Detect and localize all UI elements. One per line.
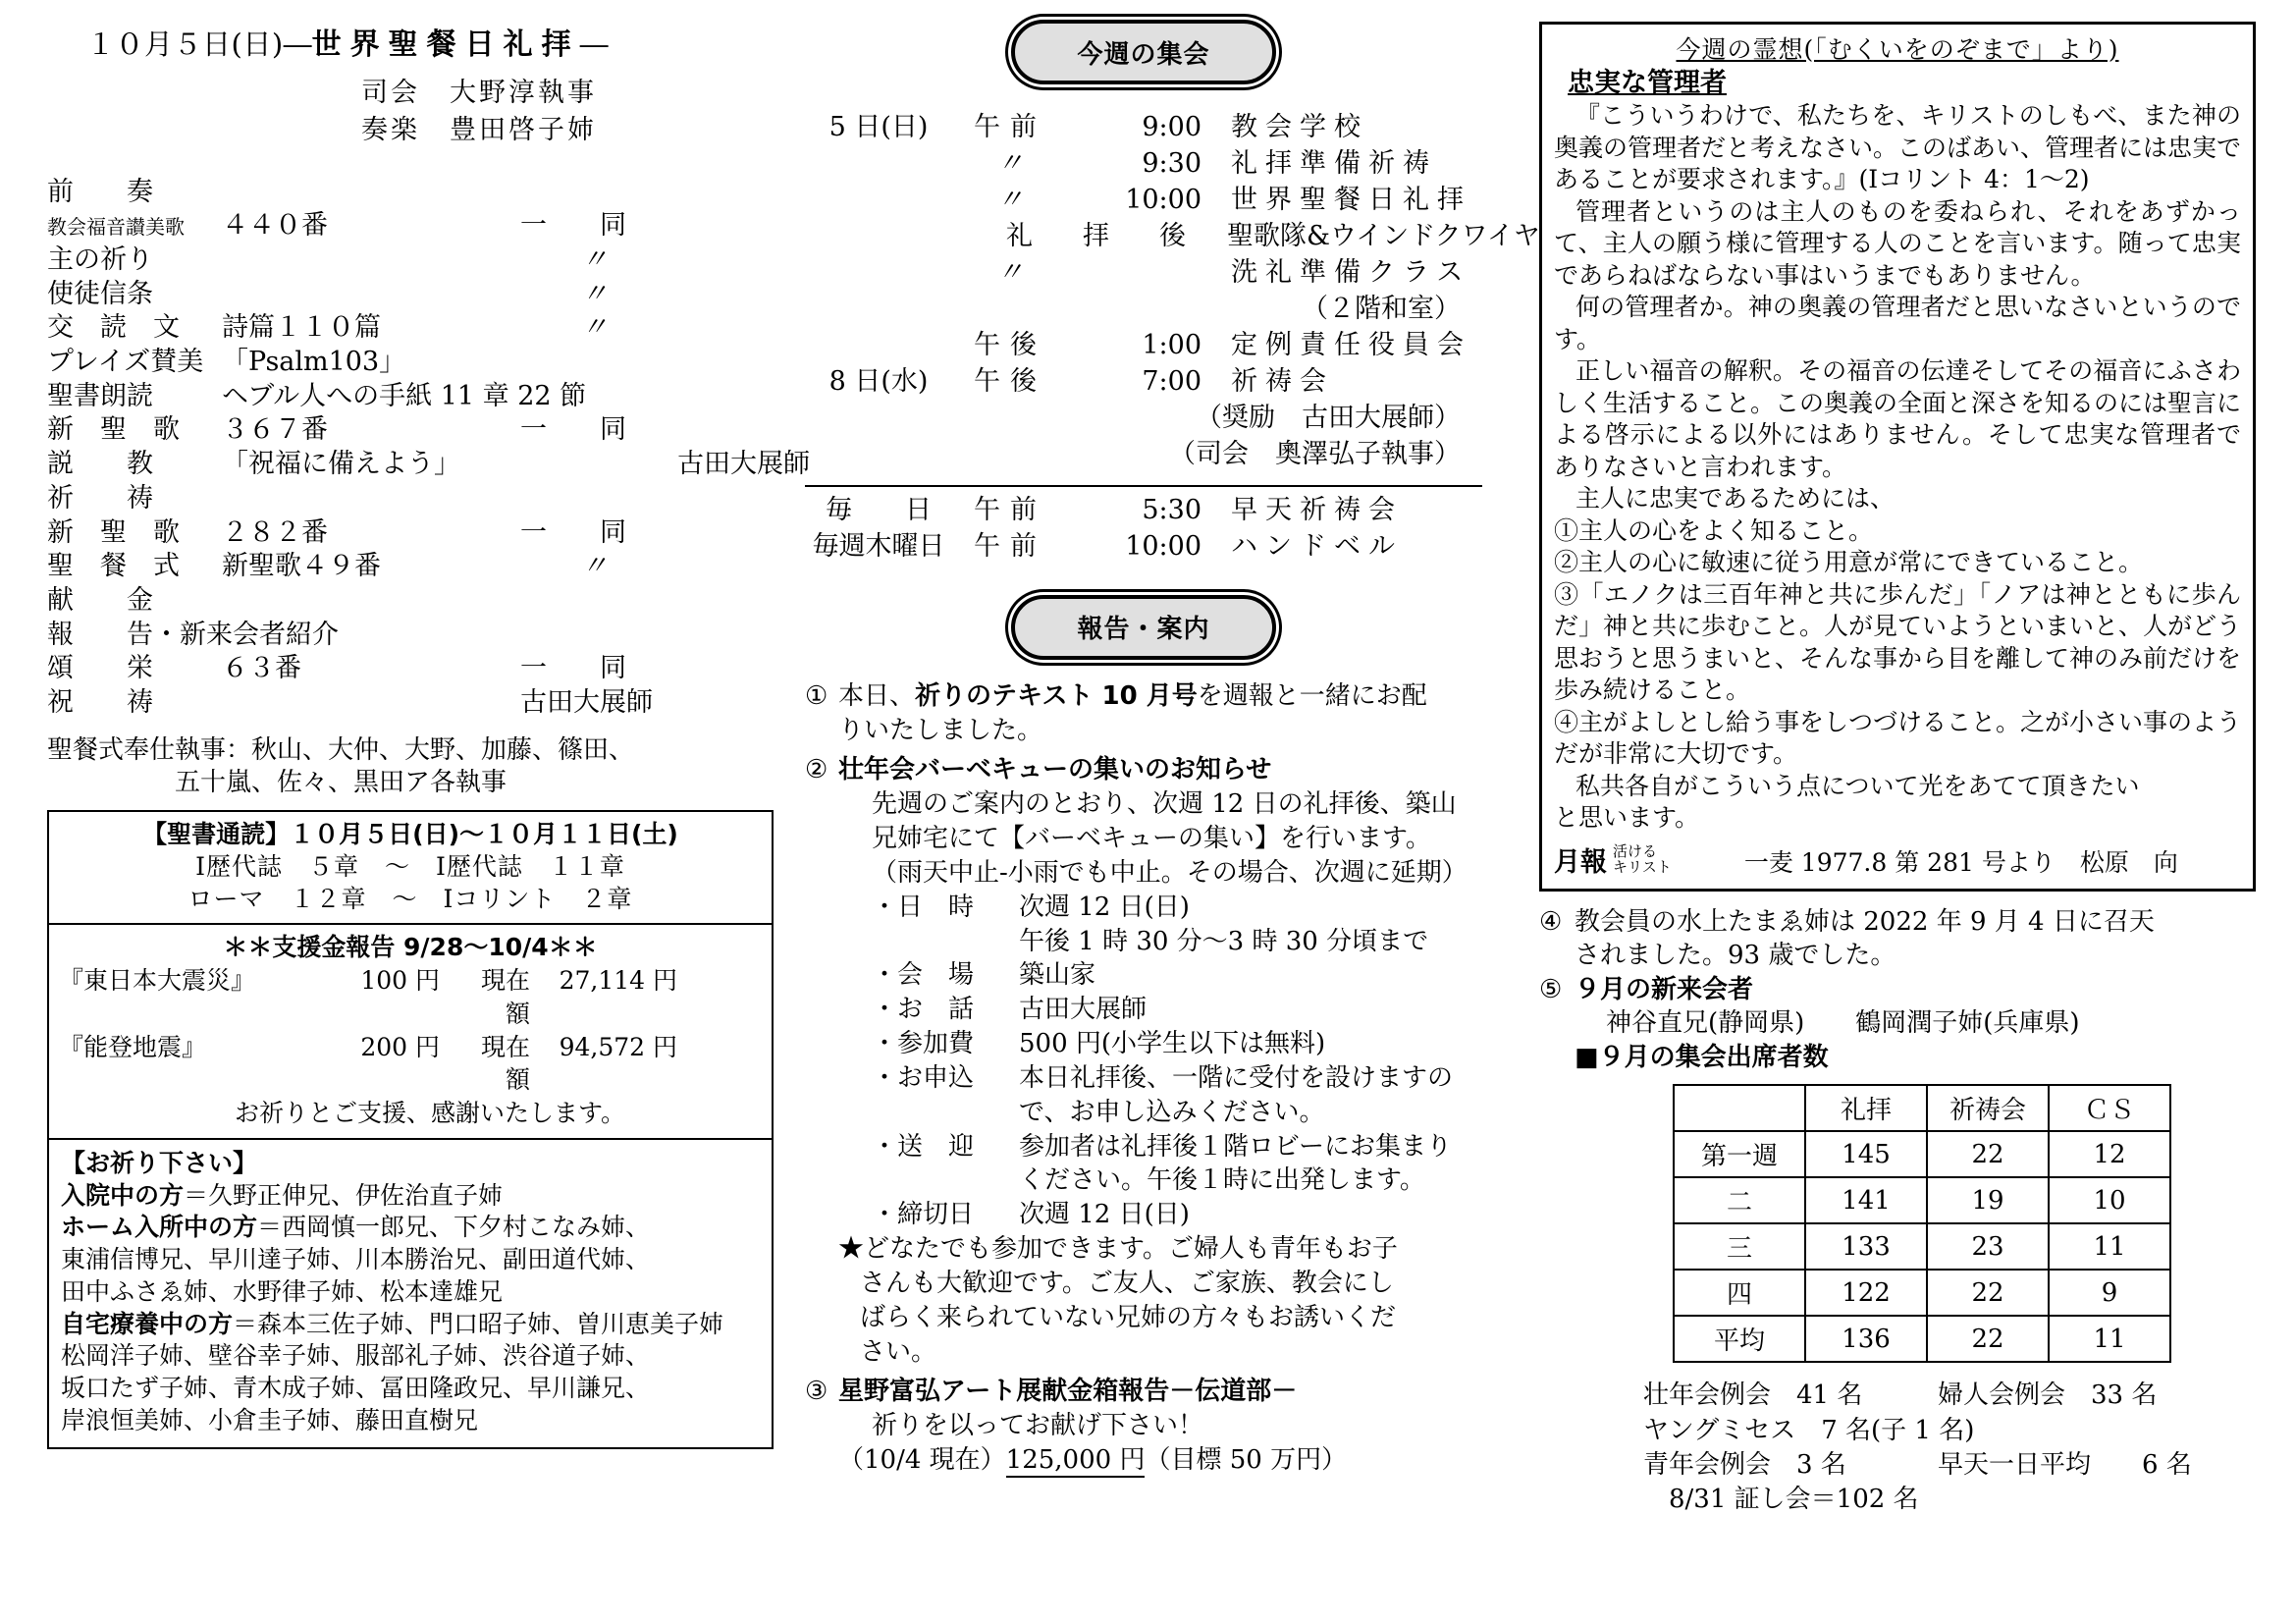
order-assignee: 一 同 bbox=[520, 210, 626, 242]
order-row bbox=[47, 482, 774, 516]
prayer-selfcare-line: 坂口たず子姉、青木成子姉、冨田隆政兄、早川謙兄、 bbox=[61, 1374, 651, 1402]
deacons-line-1: 聖餐式奉仕執事：秋山、大仲、大野、加藤、篠田、 bbox=[47, 734, 635, 765]
stats-left: 8/31 証し会＝102 名 bbox=[1643, 1484, 1919, 1514]
schedule-period: 〃 bbox=[996, 256, 1024, 288]
meditation-paragraph: 管理者というのは主人のものを委ねられ、それをあずかって、主人の願う様に管理する人のことを言います。随って忠実であらねばならない事はいうまでもありません。 bbox=[1554, 196, 2241, 290]
donation-amount-row bbox=[838, 1443, 1482, 1478]
announcement-heading: 星野富弘アート展献金箱報告－伝道部－ bbox=[838, 1377, 1298, 1407]
prayer-group-hospital bbox=[61, 1180, 762, 1213]
order-value: ３６７番 bbox=[222, 414, 328, 446]
order-value: ６３番 bbox=[222, 653, 301, 684]
order-label: 報 告・新来会者紹介 bbox=[47, 619, 339, 650]
schedule-note: （司会 奧澤弘子執事） bbox=[1169, 438, 1461, 469]
col-header-cs: ＣＳ bbox=[2049, 1085, 2170, 1131]
announcement-paragraph: 先週のご案内のとおり、次週 12 日の礼拝後、築山 bbox=[872, 789, 1457, 820]
order-label: プレイズ賛美 bbox=[47, 347, 204, 378]
order-label: 祝 祷 bbox=[47, 686, 153, 718]
order-of-service bbox=[47, 176, 810, 721]
cell-count: 12 bbox=[2049, 1131, 2170, 1177]
announcement-number: ④ bbox=[1539, 906, 1563, 937]
schedule-day: 毎 日 bbox=[826, 494, 932, 525]
weekly-meditation-box bbox=[1539, 22, 2256, 892]
detail-label: ・お申込 bbox=[872, 1062, 975, 1093]
detail-label: ・締切日 bbox=[872, 1200, 975, 1230]
order-value: 詩篇１１０篇 bbox=[222, 312, 381, 344]
order-row bbox=[47, 176, 774, 210]
detail-label bbox=[872, 1096, 1019, 1130]
schedule-row bbox=[805, 292, 1482, 328]
prayer-selfcare-line: 松岡洋子姉、壁谷幸子姉、服部礼子姉、渋谷道子姉、 bbox=[61, 1341, 651, 1371]
announcement-note: ★どなたでも参加できます。ご婦人も青年もお子 bbox=[838, 1234, 1398, 1265]
announcement-item bbox=[805, 1375, 1482, 1477]
left-column bbox=[47, 20, 810, 1449]
detail-label: ・参加費 bbox=[872, 1029, 975, 1059]
meditation-point: ①主人の心をよく知ること。 bbox=[1554, 515, 1874, 545]
announcement-line: りいたしました。 bbox=[838, 715, 1043, 745]
attendance-heading: ■９月の集会出席者数 bbox=[1575, 1042, 1829, 1072]
meditation-source-label: 月報 bbox=[1554, 846, 1607, 878]
order-assignee: 一 同 bbox=[520, 516, 626, 548]
table-row bbox=[1674, 1131, 2170, 1177]
meditation-closing: 私共各自がこういう点について光をあてて頂きたい bbox=[1575, 771, 2140, 800]
support-fund-current: 27,114 円 bbox=[559, 966, 677, 995]
support-fund-amount: 100 円 bbox=[360, 966, 440, 995]
regular-meeting-schedule bbox=[805, 485, 1482, 566]
announcement-note: さい。 bbox=[860, 1336, 937, 1367]
prayer-names: 西岡慎一郎兄、下夕村こなみ姉、 bbox=[282, 1213, 651, 1242]
col-header-worship: 礼拝 bbox=[1805, 1085, 1927, 1131]
title-dash-left: ― bbox=[283, 27, 312, 61]
cell-count: 141 bbox=[1805, 1177, 1927, 1223]
schedule-row bbox=[805, 437, 1482, 473]
announcement-item bbox=[805, 753, 1482, 1369]
schedule-row bbox=[805, 328, 1482, 364]
announcement-body bbox=[838, 679, 1482, 748]
schedule-event: 早天祈祷会 bbox=[1231, 494, 1403, 525]
order-row bbox=[47, 652, 774, 686]
prayer-eq: ＝ bbox=[233, 1309, 258, 1338]
donation-goal: （目標 50 万円） bbox=[1145, 1445, 1348, 1476]
meditation-point: ③「エノクは三百年神と共に歩んだ」「ノアは神とともに歩んだ」神と共に歩むこと。人が見ていようといまいと、人がどう思おうと思うまいと、そんな事から目を離して神のみ前だけを歩み続けること。 bbox=[1554, 579, 2242, 705]
order-label: 主の祈り bbox=[47, 244, 153, 276]
section-header-announcements: 報告・案内 bbox=[1011, 595, 1276, 660]
schedule-period: 礼 拝 後 bbox=[1006, 220, 1198, 251]
prayer-group-key: 入院中の方 bbox=[61, 1180, 185, 1210]
order-label: 新 聖 歌 bbox=[47, 516, 180, 548]
detail-label: ・日 時 bbox=[872, 892, 975, 922]
cell-count: 122 bbox=[1805, 1270, 1927, 1316]
detail-value: 築山家 bbox=[1019, 960, 1096, 991]
schedule-time: 7:00 bbox=[1142, 365, 1201, 397]
attendance-table bbox=[1673, 1084, 2171, 1363]
support-fund-name: 『能登地震』 bbox=[59, 1032, 207, 1061]
meditation-sub-2: キリスト bbox=[1613, 857, 1672, 876]
announcement-text: 本日、 bbox=[838, 680, 916, 711]
announcement-heading: 壮年会バーベキューの集いのお知らせ bbox=[838, 755, 1272, 785]
schedule-period: 午前 bbox=[974, 494, 1046, 525]
stats-right: 婦人会例会 33 名 bbox=[1938, 1380, 2158, 1411]
prayer-selfcare-line: 岸浪恒美姉、小倉圭子姉、藤田直樹兄 bbox=[61, 1405, 479, 1434]
order-assignee: 一 同 bbox=[520, 414, 626, 446]
order-assignee: 〃 bbox=[581, 312, 608, 344]
announcement-number: ⑤ bbox=[1539, 974, 1563, 1004]
detail-label: ・会 場 bbox=[872, 960, 975, 991]
detail-value: 次週 12 日(日) bbox=[1019, 1200, 1190, 1230]
order-row bbox=[47, 346, 774, 380]
prayer-group-home bbox=[61, 1212, 762, 1244]
schedule-event: 世界聖餐日礼拝 bbox=[1231, 184, 1471, 215]
section-header-weekly-meetings: 今週の集会 bbox=[1011, 20, 1276, 84]
announcement-paragraph: 祈りを以ってお献げ下さい！ bbox=[872, 1411, 1204, 1441]
col-header-prayer: 祈祷会 bbox=[1927, 1085, 2049, 1131]
support-fund-label: 現在額 bbox=[480, 966, 530, 1028]
support-fund-heading: ＊＊支援金報告 9/28〜10/4＊＊ bbox=[223, 933, 598, 962]
support-fund-thanks: お祈りとご支援、感謝いたします。 bbox=[234, 1099, 625, 1127]
cell-count: 22 bbox=[1927, 1270, 2049, 1316]
announcement-text: を週報と一緒にお配 bbox=[1197, 680, 1427, 711]
stats-row bbox=[1643, 1483, 2256, 1517]
detail-label: ・送 迎 bbox=[872, 1131, 975, 1162]
stats-right bbox=[1938, 1483, 2256, 1517]
meditation-closing: と思います。 bbox=[1554, 803, 1700, 833]
announcement-detail-row bbox=[838, 891, 1482, 925]
announcement-item bbox=[1539, 973, 2256, 1075]
schedule-event: 礼拝準備祈祷 bbox=[1231, 147, 1437, 179]
schedule-row bbox=[805, 493, 1482, 529]
right-column bbox=[1539, 22, 2256, 1517]
donation-as-of: （10/4 現在） bbox=[838, 1445, 1006, 1476]
announcement-item bbox=[805, 679, 1482, 748]
announcement-note: ばらく来られていない兄姉の方々もお誘いくだ bbox=[860, 1302, 1397, 1332]
announcement-number: ① bbox=[805, 680, 828, 711]
schedule-period: 午前 bbox=[974, 112, 1046, 142]
announcement-note: さんも大歓迎です。ご友人、ご家族、教会にし bbox=[860, 1268, 1394, 1298]
leader-moderator: 司会 大野淳執事 bbox=[361, 78, 597, 108]
detail-value: ください。午後１時に出発します。 bbox=[1019, 1165, 1425, 1196]
prayer-names: 久野正伸兄、伊佐治直子姉 bbox=[208, 1180, 504, 1210]
prayer-heading: 【お祈り下さい】 bbox=[61, 1148, 258, 1177]
order-label: 頌 栄 bbox=[47, 653, 153, 684]
order-row bbox=[47, 413, 774, 448]
schedule-event: ハンドベル bbox=[1231, 530, 1403, 562]
title-date: １０月５日(日) bbox=[86, 27, 284, 61]
order-row bbox=[47, 584, 774, 619]
deacons-line-2: 五十嵐、佐々、黒田ア各執事 bbox=[175, 768, 507, 798]
stats-left: 壮年会例会 41 名 bbox=[1643, 1380, 1863, 1411]
table-row bbox=[1674, 1270, 2170, 1316]
order-value: 「祝福に備えよう」 bbox=[222, 449, 460, 480]
announcements-list bbox=[805, 679, 1482, 1478]
detail-label bbox=[872, 925, 1019, 959]
order-value: ４４０番 bbox=[222, 210, 328, 242]
announcement-number: ③ bbox=[805, 1377, 828, 1407]
stats-row bbox=[1643, 1414, 2256, 1448]
stats-row bbox=[1643, 1379, 2256, 1413]
order-value: ヘブル人への手紙 11 章 22 節 bbox=[222, 380, 587, 411]
order-value: 新聖歌４９番 bbox=[222, 551, 381, 582]
schedule-row bbox=[805, 219, 1540, 255]
cell-count: 22 bbox=[1927, 1316, 2049, 1362]
support-fund-amount: 200 円 bbox=[360, 1032, 440, 1061]
detail-value: 古田大展師 bbox=[1019, 995, 1148, 1025]
meditation-source-footer bbox=[1554, 840, 2241, 879]
schedule-time: 9:00 bbox=[1142, 112, 1201, 142]
cell-count: 10 bbox=[2049, 1177, 2170, 1223]
order-row bbox=[47, 619, 774, 653]
communion-deacons bbox=[47, 734, 774, 801]
prayer-group-key: 自宅療養中の方 bbox=[61, 1309, 234, 1338]
detail-label: ・お 話 bbox=[872, 995, 975, 1025]
order-row bbox=[47, 311, 774, 346]
meditation-title: 忠実な管理者 bbox=[1568, 68, 1727, 98]
order-label: 献 金 bbox=[47, 584, 153, 616]
prayer-group-selfcare bbox=[61, 1309, 762, 1341]
schedule-note: （奨励 古田大展師） bbox=[1196, 402, 1461, 433]
new-visitors-heading: ９月の新来会者 bbox=[1575, 974, 1754, 1004]
stats-row bbox=[1643, 1448, 2256, 1483]
schedule-event: 定例責任役員会 bbox=[1231, 329, 1471, 360]
announcement-detail-row bbox=[838, 1027, 1482, 1061]
schedule-event: 祈祷会 bbox=[1231, 365, 1334, 397]
detail-value: 参加者は礼拝後１階ロビーにお集まり bbox=[1019, 1131, 1452, 1162]
announcement-detail-row bbox=[838, 993, 1482, 1027]
order-label: 祈 祷 bbox=[47, 482, 153, 514]
order-row bbox=[47, 380, 774, 414]
schedule-time: 1:00 bbox=[1142, 329, 1201, 360]
schedule-period: 午前 bbox=[974, 530, 1046, 562]
order-assignee: 〃 bbox=[581, 278, 608, 309]
meditation-paragraph: 正しい福音の解釈。その福音の伝達そしてその福音にふさわしく生活すること。この奥義の全面と深さを知るのには聖言による啓示による以外にはありません。そして忠実な管理者でありなさいと言われます。 bbox=[1554, 356, 2242, 481]
detail-value: 次週 12 日(日) bbox=[1019, 892, 1190, 922]
schedule-time: 9:30 bbox=[1142, 147, 1201, 179]
prayer-names: 森本三佐子姉、門口昭子姉、曽川恵美子姉 bbox=[257, 1309, 724, 1338]
table-row bbox=[1674, 1223, 2170, 1270]
meditation-heading: 今週の霊想(「むくいをのぞまで」より) bbox=[1676, 35, 2119, 64]
order-label: 説 教 bbox=[47, 449, 153, 480]
order-row bbox=[47, 516, 774, 551]
title-main: 世界聖餐日礼拝 bbox=[311, 27, 580, 62]
table-row bbox=[1674, 1316, 2170, 1362]
cell-count: 11 bbox=[2049, 1316, 2170, 1362]
prayer-eq: ＝ bbox=[257, 1213, 283, 1242]
bible-reading-row-1: Ⅰ歴代誌 ５章 〜 Ⅰ歴代誌 １１章 bbox=[195, 852, 625, 882]
schedule-row bbox=[805, 146, 1482, 183]
order-assignee: 〃 bbox=[581, 244, 608, 276]
prayer-home-line: 東浦信博兄、早川達子姉、川本勝治兄、副田道代姉、 bbox=[61, 1245, 651, 1273]
order-assignee: 〃 bbox=[581, 551, 608, 582]
announcement-body bbox=[838, 1375, 1482, 1477]
order-row bbox=[47, 243, 774, 278]
order-assignee: 古田大展師 bbox=[520, 686, 653, 718]
support-fund-label: 現在額 bbox=[480, 1032, 530, 1095]
middle-column bbox=[805, 20, 1540, 1478]
table-header-row bbox=[1674, 1085, 2170, 1131]
schedule-event: 聖歌隊&ウインドクワイヤ bbox=[1227, 220, 1540, 251]
stats-left: 青年会例会 3 名 bbox=[1643, 1449, 1846, 1480]
prayer-group-key: ホーム入所中の方 bbox=[61, 1213, 258, 1242]
announcement-detail-row bbox=[838, 1096, 1482, 1130]
detail-label bbox=[872, 1163, 1019, 1198]
cell-count: 11 bbox=[2049, 1223, 2170, 1270]
weekly-meeting-schedule bbox=[805, 110, 1540, 473]
order-label: 新 聖 歌 bbox=[47, 414, 180, 446]
schedule-row bbox=[805, 529, 1482, 566]
meditation-paragraph: 『こういうわけで、私たちを、キリストのしもべ、また神の奥義の管理者だと考えなさい。このばあい、管理者には忠実であることが要求されます。』(Ⅰコリント 4：1〜2) bbox=[1554, 101, 2242, 194]
schedule-day: 5 日(日) bbox=[828, 112, 929, 142]
announcement-number: ② bbox=[805, 755, 828, 785]
col-header-week bbox=[1674, 1085, 1805, 1131]
order-label: 交 読 文 bbox=[47, 312, 180, 344]
leader-organist: 奏楽 豊田啓子姉 bbox=[361, 115, 597, 146]
order-label: 使徒信条 bbox=[47, 278, 153, 309]
meditation-point: ④主がよしとし給う事をしつづけること。之が小さい事のようだが非常に大切です。 bbox=[1554, 707, 2242, 769]
support-fund-box bbox=[47, 923, 774, 1138]
prayer-eq: ＝ bbox=[184, 1180, 209, 1210]
prayer-request-box bbox=[47, 1138, 774, 1449]
cell-count: 22 bbox=[1927, 1131, 2049, 1177]
title-dash-right: ― bbox=[579, 27, 609, 61]
page-title bbox=[86, 20, 774, 63]
cell-count: 133 bbox=[1805, 1223, 1927, 1270]
bible-reading-box bbox=[47, 810, 774, 923]
schedule-time: 10:00 bbox=[1125, 184, 1201, 215]
meditation-paragraph: 主人に忠実であるためには、 bbox=[1575, 484, 1896, 514]
meditation-title-line bbox=[1568, 66, 2241, 100]
schedule-row bbox=[805, 401, 1482, 437]
cell-count: 9 bbox=[2049, 1270, 2170, 1316]
prayer-home-line: 田中ふさゑ姉、水野律子姉、松本達雄兄 bbox=[61, 1276, 504, 1306]
order-value: ２８２番 bbox=[222, 516, 328, 548]
announcement-detail-row bbox=[838, 1163, 1482, 1198]
stats-right bbox=[1938, 1414, 2256, 1448]
schedule-period: 午後 bbox=[974, 365, 1046, 397]
schedule-period: 〃 bbox=[996, 184, 1024, 215]
order-row bbox=[47, 448, 810, 482]
cell-count: 145 bbox=[1805, 1131, 1927, 1177]
donation-amount: 125,000 円 bbox=[1006, 1445, 1146, 1478]
order-label: 聖 餐 式 bbox=[47, 551, 180, 582]
announcement-paragraph: （雨天中止-小雨でも中止。その場合、次週に延期） bbox=[872, 857, 1468, 888]
order-value: 「Psalm103」 bbox=[222, 347, 406, 378]
bible-reading-row-2: ローマ １２章 〜 Ⅰコリント ２章 bbox=[187, 885, 633, 914]
schedule-row bbox=[805, 183, 1482, 219]
order-assignee: 一 同 bbox=[520, 653, 626, 684]
schedule-time: 10:00 bbox=[1125, 530, 1201, 562]
announcement-detail-row bbox=[838, 1130, 1482, 1164]
support-fund-row bbox=[59, 1031, 762, 1098]
announcement-detail-row bbox=[838, 958, 1482, 993]
order-assignee: 古田大展師 bbox=[677, 449, 810, 480]
order-row bbox=[47, 209, 774, 243]
schedule-row bbox=[805, 255, 1482, 292]
schedule-row bbox=[805, 364, 1482, 401]
table-row bbox=[1674, 1177, 2170, 1223]
schedule-period: 午後 bbox=[974, 329, 1046, 360]
stats-right: 早天一日平均 6 名 bbox=[1938, 1449, 2192, 1480]
right-announcements bbox=[1539, 905, 2256, 1075]
detail-value: 本日礼拝後、一階に受付を設けますの bbox=[1019, 1062, 1454, 1093]
announcement-line: されました。93 歳でした。 bbox=[1575, 941, 1896, 971]
schedule-day: 毎週木曜日 bbox=[812, 530, 945, 562]
cell-week: 第一週 bbox=[1674, 1131, 1805, 1177]
announcement-detail-row bbox=[838, 1198, 1482, 1232]
schedule-time: 5:30 bbox=[1142, 494, 1201, 525]
service-leaders bbox=[47, 75, 774, 150]
announcement-body bbox=[1575, 973, 2256, 1075]
order-row bbox=[47, 550, 774, 584]
group-attendance-stats bbox=[1643, 1379, 2256, 1516]
announcement-body bbox=[838, 753, 1482, 1369]
schedule-row bbox=[805, 110, 1482, 146]
cell-week: 二 bbox=[1674, 1177, 1805, 1223]
meditation-sub-1: 活ける bbox=[1613, 842, 1658, 861]
schedule-day: 8 日(水) bbox=[828, 365, 929, 397]
detail-value: 午後 1 時 30 分〜3 時 30 分頃まで bbox=[1019, 926, 1429, 956]
meditation-point: ②主人の心に敏速に従う用意が常にできていること。 bbox=[1554, 548, 2144, 577]
cell-count: 23 bbox=[1927, 1223, 2049, 1270]
order-label: 前 奏 bbox=[47, 176, 153, 207]
announcement-emphasis: 祈りのテキスト 10 月号 bbox=[915, 680, 1198, 711]
stats-left: ヤングミセス 7 名(子 1 名) bbox=[1643, 1415, 1975, 1445]
meditation-source-sublabel bbox=[1607, 844, 1682, 879]
schedule-period: 〃 bbox=[996, 147, 1024, 179]
announcement-paragraph: 兄姉宅にて【バーベキューの集い】を行います。 bbox=[872, 824, 1431, 854]
support-fund-row bbox=[59, 964, 762, 1031]
schedule-note: （２階和室） bbox=[1302, 293, 1461, 324]
cell-week: 三 bbox=[1674, 1223, 1805, 1270]
new-visitors-names: 神谷直兄(静岡県) 鶴岡潤子姉(兵庫県) bbox=[1606, 1008, 2080, 1039]
cell-week: 四 bbox=[1674, 1270, 1805, 1316]
order-label: 聖書朗読 bbox=[47, 380, 153, 411]
cell-count: 136 bbox=[1805, 1316, 1927, 1362]
meditation-paragraph: 何の管理者か。神の奥義の管理者だと思いなさいというのです。 bbox=[1554, 293, 2241, 353]
order-row bbox=[47, 278, 774, 312]
announcement-line bbox=[838, 679, 1482, 714]
announcement-detail-row bbox=[838, 925, 1482, 959]
detail-value: で、お申し込みください。 bbox=[1019, 1097, 1325, 1127]
cell-count: 19 bbox=[1927, 1177, 2049, 1223]
cell-week: 平均 bbox=[1674, 1316, 1805, 1362]
support-fund-current: 94,572 円 bbox=[559, 1032, 677, 1061]
schedule-event: 洗礼準備クラス bbox=[1231, 256, 1471, 288]
order-row bbox=[47, 686, 774, 721]
support-fund-name: 『東日本大震災』 bbox=[59, 966, 256, 995]
bible-reading-heading: 【聖書通読】１０月５日(日)〜１０月１１日(土) bbox=[142, 820, 678, 849]
schedule-event: 教会学校 bbox=[1231, 112, 1368, 142]
announcement-body bbox=[1575, 905, 2256, 973]
detail-value: 500 円(小学生以下は無料) bbox=[1019, 1029, 1326, 1059]
announcement-detail-row bbox=[838, 1061, 1482, 1096]
order-label: 教会福音讃美歌 bbox=[47, 215, 185, 240]
announcement-item bbox=[1539, 905, 2256, 973]
meditation-source-citation: 一麦 1977.8 第 281 号より 松原 向 bbox=[1743, 847, 2178, 877]
announcement-line: 教会員の水上たまゑ姉は 2022 年 9 月 4 日に召天 bbox=[1575, 906, 2155, 937]
